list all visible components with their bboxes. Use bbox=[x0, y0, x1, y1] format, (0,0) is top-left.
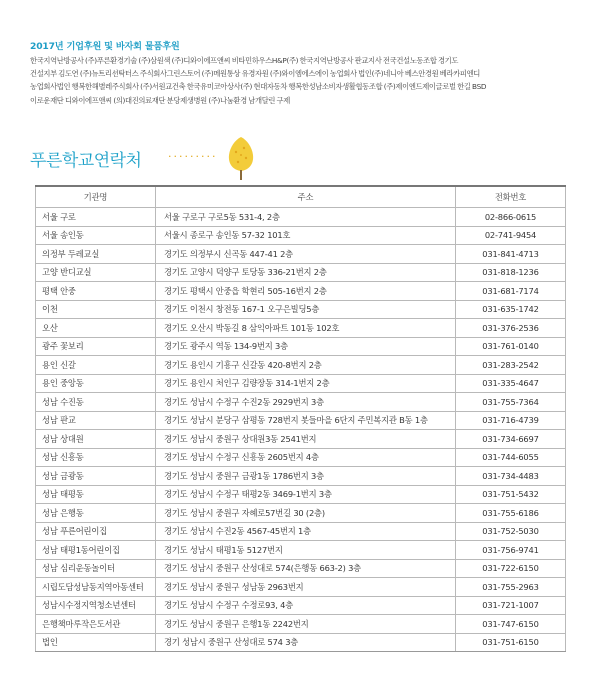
sponsor-section bbox=[30, 38, 575, 107]
table-row bbox=[36, 633, 566, 652]
table-row bbox=[36, 208, 566, 227]
phone-cell: 02-741-9454 bbox=[456, 226, 566, 245]
table-row bbox=[36, 559, 566, 578]
address-cell: 경기도 성남시 중원구 상대원3동 2541번지 bbox=[156, 430, 456, 449]
table-row bbox=[36, 504, 566, 523]
phone-cell: 031-755-6186 bbox=[456, 504, 566, 523]
header-phone: 전화번호 bbox=[456, 186, 566, 208]
org-name-cell: 성남 금광동 bbox=[36, 467, 156, 486]
phone-cell: 031-756-9741 bbox=[456, 541, 566, 560]
sponsor-line: 농업회사법인 행복한해별레주식회사 (주)서원교건축 한국유미코아상사(주) 현대자동차 행복한성남소비자생활협동조합 (주)제이엔드제이글로벌 한길 BSD bbox=[30, 82, 487, 92]
phone-cell: 031-283-2542 bbox=[456, 356, 566, 375]
org-name-cell: 성남 신흥동 bbox=[36, 448, 156, 467]
org-name-cell: 성남 판교 bbox=[36, 411, 156, 430]
phone-cell: 031-376-2536 bbox=[456, 319, 566, 338]
table-row bbox=[36, 319, 566, 338]
table-row bbox=[36, 467, 566, 486]
org-name-cell: 성남 푸른어린이집 bbox=[36, 522, 156, 541]
table-row bbox=[36, 541, 566, 560]
address-cell: 경기도 성남시 중원구 성남동 2963번지 bbox=[156, 578, 456, 597]
org-name-cell: 이천 bbox=[36, 300, 156, 319]
contact-heading bbox=[30, 142, 330, 182]
table-row bbox=[36, 615, 566, 634]
org-name-cell: 성남 수진동 bbox=[36, 393, 156, 412]
phone-cell: 031-747-6150 bbox=[456, 615, 566, 634]
org-name-cell: 성남 은행동 bbox=[36, 504, 156, 523]
phone-cell: 031-335-4647 bbox=[456, 374, 566, 393]
sponsor-title: 2017년 기업후원 및 바자회 물품후원 bbox=[30, 41, 180, 52]
address-cell: 서울시 종로구 송인동 57-32 101호 bbox=[156, 226, 456, 245]
phone-cell: 031-635-1742 bbox=[456, 300, 566, 319]
org-name-cell: 성남 상대원 bbox=[36, 430, 156, 449]
org-name-cell: 법인 bbox=[36, 633, 156, 652]
phone-cell: 031-721-1007 bbox=[456, 596, 566, 615]
sponsor-line: 건설지부 김도연 (주)뉴트리션탁터스 주식회사그린스토어 (주)메원통상 유경자원 (주)와이엠에스에이 농업회사 법인(주)네니아 베스안경원 베라카피엔디 bbox=[30, 69, 480, 79]
phone-cell: 031-751-5432 bbox=[456, 485, 566, 504]
table-row bbox=[36, 578, 566, 597]
phone-cell: 031-755-7364 bbox=[456, 393, 566, 412]
address-cell: 경기도 성남시 수진2동 4567-45번지 1층 bbox=[156, 522, 456, 541]
table-row bbox=[36, 485, 566, 504]
address-cell: 경기도 이천시 창전동 167-1 오구은빌딩5층 bbox=[156, 300, 456, 319]
table-row bbox=[36, 282, 566, 301]
address-cell: 경기도 오산시 박동길 8 삼익아파트 101동 102호 bbox=[156, 319, 456, 338]
phone-cell: 031-761-0140 bbox=[456, 337, 566, 356]
address-cell: 경기도 성남시 중원구 자혜로57번길 30 (2층) bbox=[156, 504, 456, 523]
address-cell: 경기도 의정부시 신곡동 447-41 2층 bbox=[156, 245, 456, 264]
address-cell: 경기도 성남시 중원구 금광1동 1786번지 3층 bbox=[156, 467, 456, 486]
tree-icon bbox=[226, 136, 256, 186]
org-name-cell: 성남시수정지역청소년센터 bbox=[36, 596, 156, 615]
phone-cell: 031-716-4739 bbox=[456, 411, 566, 430]
address-cell: 경기도 용인시 기흥구 신갈동 420-8번지 2층 bbox=[156, 356, 456, 375]
org-name-cell: 용인 신갈 bbox=[36, 356, 156, 375]
sponsor-list bbox=[30, 54, 575, 107]
sponsor-line: 이로운재단 디와이에프앤씨 (의)대진의료재단 분당제생병원 (주)나눔환경 남개달린 구제 bbox=[30, 95, 290, 105]
org-name-cell: 성남 태평동 bbox=[36, 485, 156, 504]
org-name-cell: 시립도담성남동지역아동센터 bbox=[36, 578, 156, 597]
phone-cell: 031-751-6150 bbox=[456, 633, 566, 652]
address-cell: 서울 구로구 구로5동 531-4, 2층 bbox=[156, 208, 456, 227]
dotted-leader: ········· bbox=[168, 150, 218, 163]
table-row bbox=[36, 448, 566, 467]
header-name: 기관명 bbox=[36, 186, 156, 208]
table-row bbox=[36, 374, 566, 393]
address-cell: 경기도 성남시 수정구 수진2동 2929번지 3층 bbox=[156, 393, 456, 412]
phone-cell: 031-734-4483 bbox=[456, 467, 566, 486]
table-row bbox=[36, 522, 566, 541]
table-row bbox=[36, 411, 566, 430]
org-name-cell: 서울 송인동 bbox=[36, 226, 156, 245]
table-row bbox=[36, 596, 566, 615]
contact-table bbox=[35, 185, 566, 652]
table-row bbox=[36, 245, 566, 264]
phone-cell: 031-752-5030 bbox=[456, 522, 566, 541]
table-row bbox=[36, 430, 566, 449]
phone-cell: 031-734-6697 bbox=[456, 430, 566, 449]
address-cell: 경기도 성남시 수정구 신흥동 2605번지 4층 bbox=[156, 448, 456, 467]
address-cell: 경기도 광주시 역동 134-9번지 3층 bbox=[156, 337, 456, 356]
address-cell: 경기도 성남시 수정구 태평2동 3469-1번지 3층 bbox=[156, 485, 456, 504]
table-header-row bbox=[36, 186, 566, 208]
table-row bbox=[36, 356, 566, 375]
phone-cell: 031-841-4713 bbox=[456, 245, 566, 264]
table-row bbox=[36, 393, 566, 412]
org-name-cell: 성남 심리운동놀이터 bbox=[36, 559, 156, 578]
org-name-cell: 오산 bbox=[36, 319, 156, 338]
org-name-cell: 용인 중앙동 bbox=[36, 374, 156, 393]
phone-cell: 031-818-1236 bbox=[456, 263, 566, 282]
address-cell: 경기도 성남시 수정구 수정로93, 4층 bbox=[156, 596, 456, 615]
org-name-cell: 광주 꽃보리 bbox=[36, 337, 156, 356]
org-name-cell: 서울 구로 bbox=[36, 208, 156, 227]
org-name-cell: 의정부 두레교실 bbox=[36, 245, 156, 264]
phone-cell: 031-755-2963 bbox=[456, 578, 566, 597]
header-address: 주소 bbox=[156, 186, 456, 208]
address-cell: 경기도 성남시 분당구 삼평동 728번지 봇들마을 6단지 주민복지관 B동 1층 bbox=[156, 411, 456, 430]
phone-cell: 031-744-6055 bbox=[456, 448, 566, 467]
address-cell: 경기 성남시 중원구 산성대로 574 3층 bbox=[156, 633, 456, 652]
table-row bbox=[36, 337, 566, 356]
address-cell: 경기도 성남시 중원구 은행1동 2242번지 bbox=[156, 615, 456, 634]
contact-title: 푸른학교연락처 bbox=[30, 151, 142, 171]
table-row bbox=[36, 226, 566, 245]
address-cell: 경기도 평택시 안중읍 학현리 505-16번지 2층 bbox=[156, 282, 456, 301]
org-name-cell: 고양 반디교실 bbox=[36, 263, 156, 282]
table-row bbox=[36, 263, 566, 282]
table-row bbox=[36, 300, 566, 319]
address-cell: 경기도 성남시 태평1동 5127번지 bbox=[156, 541, 456, 560]
address-cell: 경기도 고양시 덕양구 토당동 336-21번지 2층 bbox=[156, 263, 456, 282]
sponsor-line: 한국지역난방공사 (주)푸른환경기술 (주)삼원색 (주)디와이에프앤씨 비타민하우스H&P(주) 한국지역난방공사 판교지사 전국건설노동조합 경기도 bbox=[30, 56, 459, 65]
phone-cell: 031-681-7174 bbox=[456, 282, 566, 301]
org-name-cell: 은행책마루작은도서관 bbox=[36, 615, 156, 634]
org-name-cell: 평택 안중 bbox=[36, 282, 156, 301]
org-name-cell: 성남 태평1동어린이집 bbox=[36, 541, 156, 560]
address-cell: 경기도 성남시 중원구 산성대로 574(은행동 663-2) 3층 bbox=[156, 559, 456, 578]
phone-cell: 02-866-0615 bbox=[456, 208, 566, 227]
phone-cell: 031-722-6150 bbox=[456, 559, 566, 578]
address-cell: 경기도 용인시 처인구 김량장동 314-1번지 2층 bbox=[156, 374, 456, 393]
